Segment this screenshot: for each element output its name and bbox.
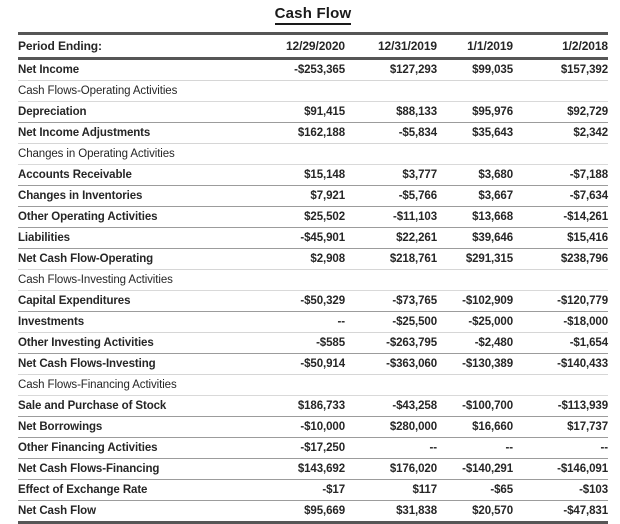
cell-value: $143,692: [230, 459, 345, 480]
cell-value: $91,415: [230, 102, 345, 123]
cell-value: -$45,901: [230, 228, 345, 249]
cell-value: -$130,389: [437, 354, 513, 375]
table-row: [18, 354, 608, 375]
table-body: [18, 59, 608, 523]
row-label: Net Cash Flows-Investing: [18, 354, 230, 375]
table-header: [18, 34, 608, 59]
cell-value: $3,667: [437, 186, 513, 207]
table-row: [18, 165, 608, 186]
section-row: [18, 270, 608, 291]
row-label: Net Cash Flow: [18, 501, 230, 523]
cell-value: $15,148: [230, 165, 345, 186]
section-label: Cash Flows-Investing Activities: [18, 270, 608, 291]
table-row: [18, 333, 608, 354]
cell-value: $3,680: [437, 165, 513, 186]
row-label: Net Income: [18, 59, 230, 81]
row-label: Capital Expenditures: [18, 291, 230, 312]
cell-value: -$47,831: [513, 501, 608, 523]
table-row: [18, 59, 608, 81]
cell-value: $35,643: [437, 123, 513, 144]
cell-value: $186,733: [230, 396, 345, 417]
table-row: [18, 123, 608, 144]
column-header-date-1: 12/29/2020: [230, 34, 345, 59]
section-label: Cash Flows-Financing Activities: [18, 375, 608, 396]
cell-value: -$25,000: [437, 312, 513, 333]
column-header-period-ending: Period Ending:: [18, 34, 230, 59]
cell-value: -$585: [230, 333, 345, 354]
row-label: Other Financing Activities: [18, 438, 230, 459]
table-row: [18, 396, 608, 417]
cell-value: -$25,500: [345, 312, 437, 333]
row-label: Accounts Receivable: [18, 165, 230, 186]
table-row: [18, 249, 608, 270]
row-label: Investments: [18, 312, 230, 333]
table-row: [18, 207, 608, 228]
cell-value: -$10,000: [230, 417, 345, 438]
row-label: Net Borrowings: [18, 417, 230, 438]
cell-value: $15,416: [513, 228, 608, 249]
cell-value: -$113,939: [513, 396, 608, 417]
section-row: [18, 81, 608, 102]
cell-value: $176,020: [345, 459, 437, 480]
title-container: [18, 5, 608, 25]
cell-value: -$65: [437, 480, 513, 501]
cell-value: $162,188: [230, 123, 345, 144]
table-row: [18, 228, 608, 249]
cell-value: -$50,329: [230, 291, 345, 312]
cell-value: -$103: [513, 480, 608, 501]
cell-value: $25,502: [230, 207, 345, 228]
section-label: Cash Flows-Operating Activities: [18, 81, 608, 102]
table-row: [18, 438, 608, 459]
row-label: Effect of Exchange Rate: [18, 480, 230, 501]
cell-value: $99,035: [437, 59, 513, 81]
section-row: [18, 375, 608, 396]
cell-value: $20,570: [437, 501, 513, 523]
table-row: [18, 312, 608, 333]
cell-value: $95,976: [437, 102, 513, 123]
column-header-date-4: 1/2/2018: [513, 34, 608, 59]
table-row: [18, 459, 608, 480]
column-header-date-2: 12/31/2019: [345, 34, 437, 59]
cell-value: --: [345, 438, 437, 459]
cell-value: -$73,765: [345, 291, 437, 312]
cell-value: $2,342: [513, 123, 608, 144]
section-row: [18, 144, 608, 165]
cell-value: -$7,634: [513, 186, 608, 207]
cell-value: -$5,766: [345, 186, 437, 207]
cell-value: -$14,261: [513, 207, 608, 228]
table-row: [18, 501, 608, 523]
page-title: Cash Flow: [275, 5, 352, 25]
cash-flow-table: [18, 32, 608, 524]
cell-value: -$140,291: [437, 459, 513, 480]
cell-value: $238,796: [513, 249, 608, 270]
row-label: Other Operating Activities: [18, 207, 230, 228]
cell-value: $280,000: [345, 417, 437, 438]
cell-value: $95,669: [230, 501, 345, 523]
cell-value: $157,392: [513, 59, 608, 81]
cell-value: -$5,834: [345, 123, 437, 144]
table-row: [18, 480, 608, 501]
cell-value: $16,660: [437, 417, 513, 438]
cell-value: -$263,795: [345, 333, 437, 354]
cell-value: $39,646: [437, 228, 513, 249]
cell-value: $218,761: [345, 249, 437, 270]
cell-value: -$43,258: [345, 396, 437, 417]
cell-value: --: [230, 312, 345, 333]
cell-value: $127,293: [345, 59, 437, 81]
cell-value: $291,315: [437, 249, 513, 270]
cell-value: $88,133: [345, 102, 437, 123]
cell-value: $17,737: [513, 417, 608, 438]
column-header-date-3: 1/1/2019: [437, 34, 513, 59]
cell-value: -$17: [230, 480, 345, 501]
cell-value: --: [513, 438, 608, 459]
table-row: [18, 102, 608, 123]
cell-value: -$120,779: [513, 291, 608, 312]
cell-value: -$1,654: [513, 333, 608, 354]
row-label: Net Cash Flow-Operating: [18, 249, 230, 270]
cell-value: -$146,091: [513, 459, 608, 480]
section-label: Changes in Operating Activities: [18, 144, 608, 165]
cell-value: $31,838: [345, 501, 437, 523]
cell-value: $3,777: [345, 165, 437, 186]
cell-value: $7,921: [230, 186, 345, 207]
cell-value: --: [437, 438, 513, 459]
cell-value: -$102,909: [437, 291, 513, 312]
cell-value: $2,908: [230, 249, 345, 270]
row-label: Depreciation: [18, 102, 230, 123]
cell-value: -$7,188: [513, 165, 608, 186]
table-row: [18, 417, 608, 438]
cell-value: $92,729: [513, 102, 608, 123]
row-label: Net Cash Flows-Financing: [18, 459, 230, 480]
cell-value: -$253,365: [230, 59, 345, 81]
cell-value: $13,668: [437, 207, 513, 228]
cell-value: -$140,433: [513, 354, 608, 375]
cell-value: $22,261: [345, 228, 437, 249]
row-label: Changes in Inventories: [18, 186, 230, 207]
cell-value: -$11,103: [345, 207, 437, 228]
row-label: Sale and Purchase of Stock: [18, 396, 230, 417]
cell-value: $117: [345, 480, 437, 501]
cell-value: -$17,250: [230, 438, 345, 459]
cell-value: -$50,914: [230, 354, 345, 375]
row-label: Other Investing Activities: [18, 333, 230, 354]
table-row: [18, 291, 608, 312]
header-row: [18, 34, 608, 59]
cell-value: -$18,000: [513, 312, 608, 333]
cell-value: -$2,480: [437, 333, 513, 354]
cell-value: -$100,700: [437, 396, 513, 417]
row-label: Net Income Adjustments: [18, 123, 230, 144]
row-label: Liabilities: [18, 228, 230, 249]
table-row: [18, 186, 608, 207]
cell-value: -$363,060: [345, 354, 437, 375]
